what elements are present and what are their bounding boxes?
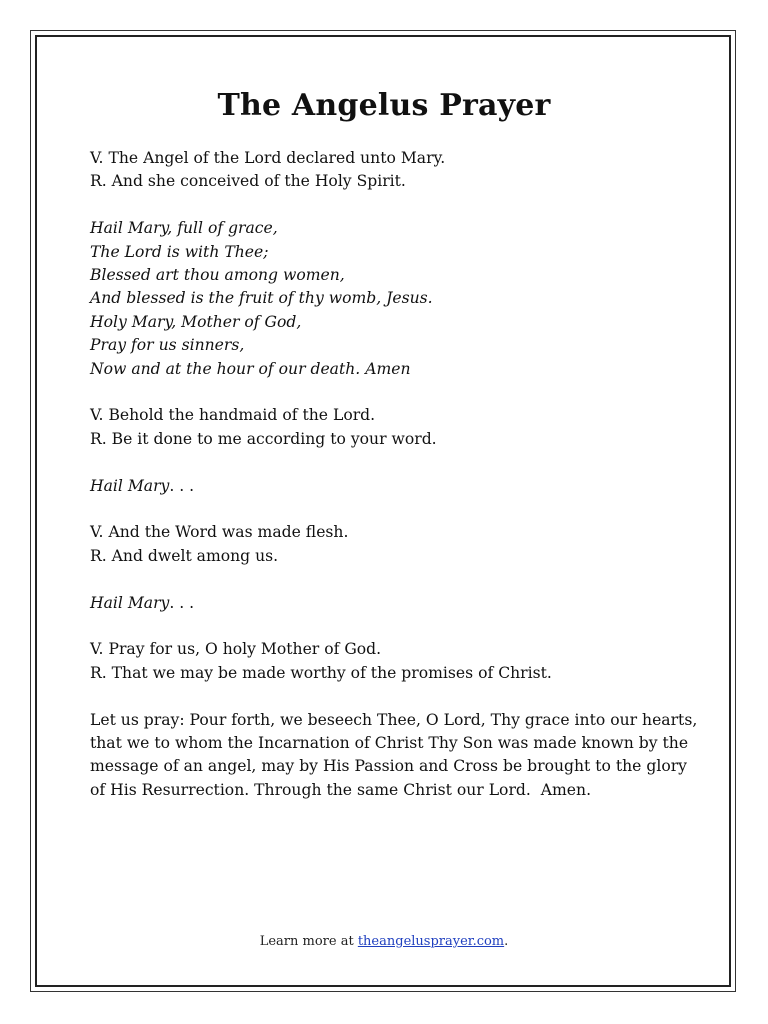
page-title: The Angelus Prayer (217, 88, 551, 123)
spacer (90, 381, 690, 404)
response-4: R. That we may be made worthy of the promises of Christ. (90, 663, 552, 682)
hail-mary-short-1 (90, 475, 690, 498)
closing-prayer-line: message of an angel, may by His Passion and Cross be brought to the glory (90, 757, 687, 776)
versicle-3: V. And the Word was made flesh. (90, 523, 349, 542)
spacer (90, 685, 690, 708)
closing-prayer-line: of His Resurrection. Through the same Christ our Lord. Amen. (90, 780, 592, 799)
spacer (90, 498, 690, 521)
footer-suffix: . (504, 934, 509, 949)
closing-prayer-line: Let us pray: Pour forth, we beseech Thee, O Lord, Thy grace into our hearts, (90, 710, 698, 729)
hail-mary-short-text: Hail Mary (90, 476, 170, 495)
footer-prefix: Learn more at (259, 934, 358, 949)
prayer-body (90, 147, 698, 802)
hail-mary-line: The Lord is with Thee; (90, 242, 269, 261)
website-link[interactable]: theangelusprayer.com (357, 934, 505, 949)
hail-mary-line: Pray for us sinners, (90, 336, 245, 355)
hail-mary-line: And blessed is the fruit of thy womb, Jesus. (90, 289, 433, 308)
spacer (90, 451, 690, 474)
ellipsis: . . . (169, 476, 195, 495)
response-3: R. And dwelt among us. (90, 546, 279, 565)
hail-mary-line: Holy Mary, Mother of God, (90, 312, 302, 331)
hail-mary-line: Now and at the hour of our death. Amen (90, 359, 411, 378)
footer (0, 934, 768, 949)
response-2: R. Be it done to me according to your word. (90, 429, 437, 448)
spacer (90, 194, 690, 217)
spacer (90, 568, 690, 591)
versicle-1: V. The Angel of the Lord declared unto Mary. (90, 149, 446, 167)
hail-mary-short-2 (90, 592, 690, 615)
versicle-4: V. Pray for us, O holy Mother of God. (90, 640, 382, 659)
hail-mary-line: Blessed art thou among women, (90, 266, 345, 285)
hail-mary-line: Hail Mary, full of grace, (90, 219, 278, 238)
hail-mary-short-text: Hail Mary (90, 593, 170, 612)
closing-prayer-line: that we to whom the Incarnation of Christ Thy Son was made known by the (90, 734, 689, 753)
ellipsis: . . . (169, 593, 195, 612)
versicle-2: V. Behold the handmaid of the Lord. (90, 406, 376, 425)
response-1: R. And she conceived of the Holy Spirit. (90, 172, 406, 191)
spacer (90, 615, 690, 638)
